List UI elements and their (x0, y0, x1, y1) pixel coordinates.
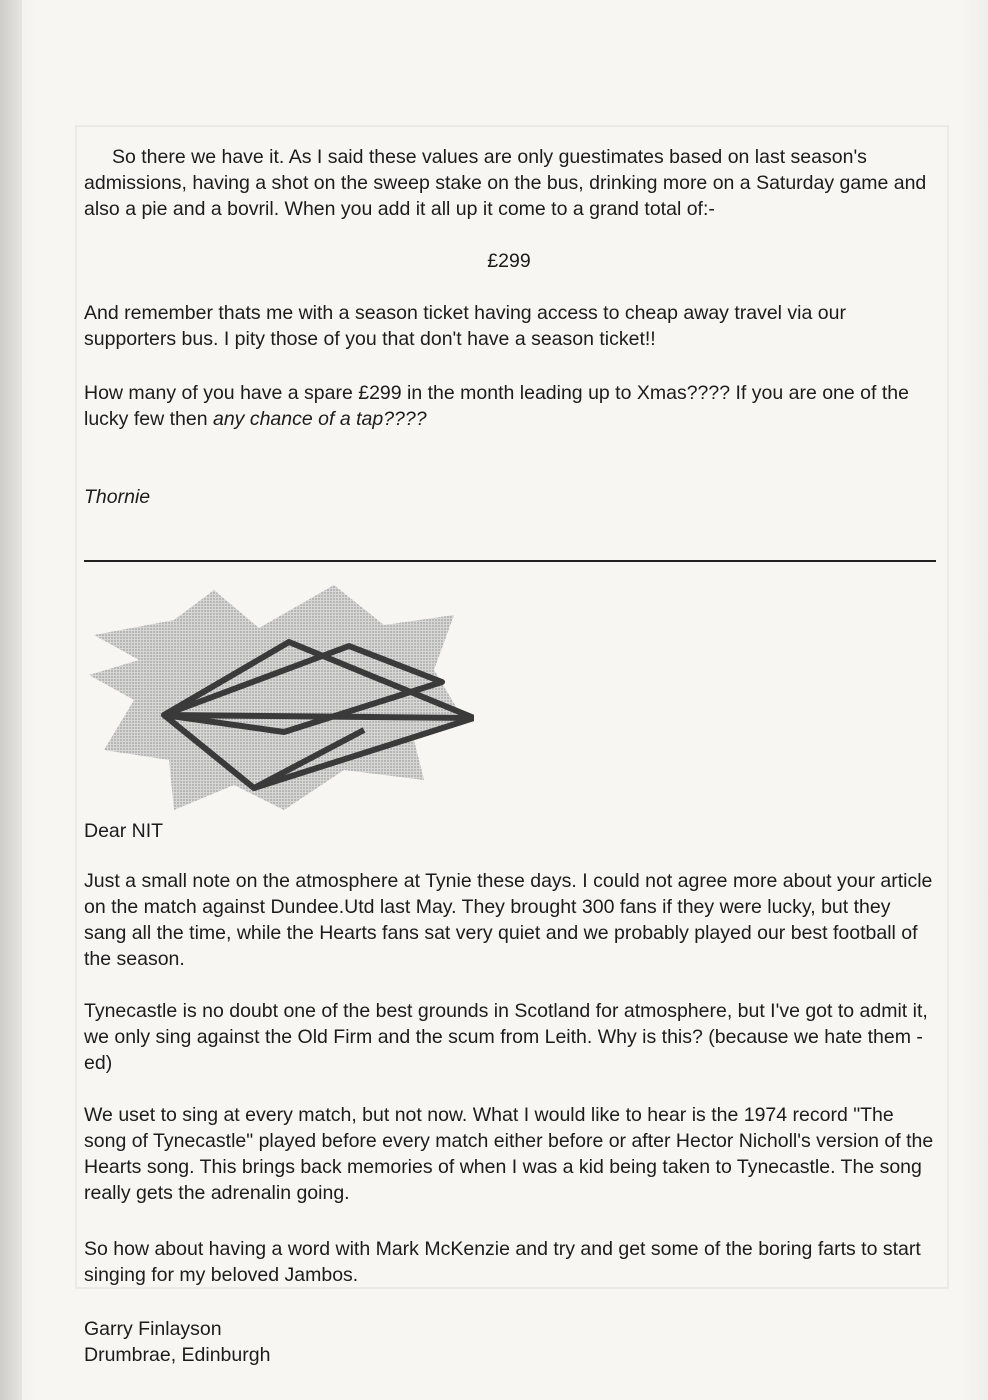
page-binding-shadow (0, 0, 22, 1400)
article-paragraph-3 (84, 380, 934, 432)
letter-paragraph-1: Just a small note on the atmosphere at Tynie these days. I could not agree more about your article on the match against Dundee.Utd last May. They brought 300 fans if they were lucky, but they sang all the time, while the Hearts fans sat very quiet and we probably played our best football of the season. (84, 870, 933, 970)
letter-paragraph-4: So how about having a word with Mark McKenzie and try and get some of the boring farts to start singing for my beloved Jambos. (84, 1238, 921, 1286)
section-divider (84, 560, 936, 562)
letter-author: Garry Finlayson (84, 1318, 222, 1340)
letter-salutation: Dear NIT (84, 820, 164, 842)
article-paragraph-2: And remember thats me with a season ticket having access to cheap away travel via our supporters bus. I pity those of you that don't have a season ticket!! (84, 302, 846, 350)
paragraph-3-text: How many of you have a spare £299 in the month leading up to Xmas???? If you are one of the lucky few then (84, 382, 909, 430)
grand-total: £299 (487, 250, 531, 272)
letter-location: Drumbrae, Edinburgh (84, 1344, 271, 1366)
article-paragraph-1: So there we have it. As I said these values are only guestimates based on last season's admissions, having a shot on the sweep stake on the bus, drinking more on a Saturday game and also a pie and a bovril. When you add it all up it come to a grand total of:- (84, 146, 927, 220)
letter-paragraph-2: Tynecastle is no doubt one of the best grounds in Scotland for atmosphere, but I've got to admit it, we only sing against the Old Firm and the scum from Leith. Why is this? (because we hate them - ed) (84, 1000, 928, 1074)
paragraph-3-italic-text: any chance of a tap???? (212, 408, 427, 430)
envelope-clipart-icon (84, 580, 474, 820)
article-signature: Thornie (84, 486, 151, 508)
letter-paragraph-3: We uset to sing at every match, but not now. What I would like to hear is the 1974 record "The song of Tynecastle" played before every match either before or after Hector Nicholl's version of the Hearts song. This brings back memories of when I was a kid being taken to Tynecastle. The song really gets the adrenalin going. (84, 1104, 934, 1204)
